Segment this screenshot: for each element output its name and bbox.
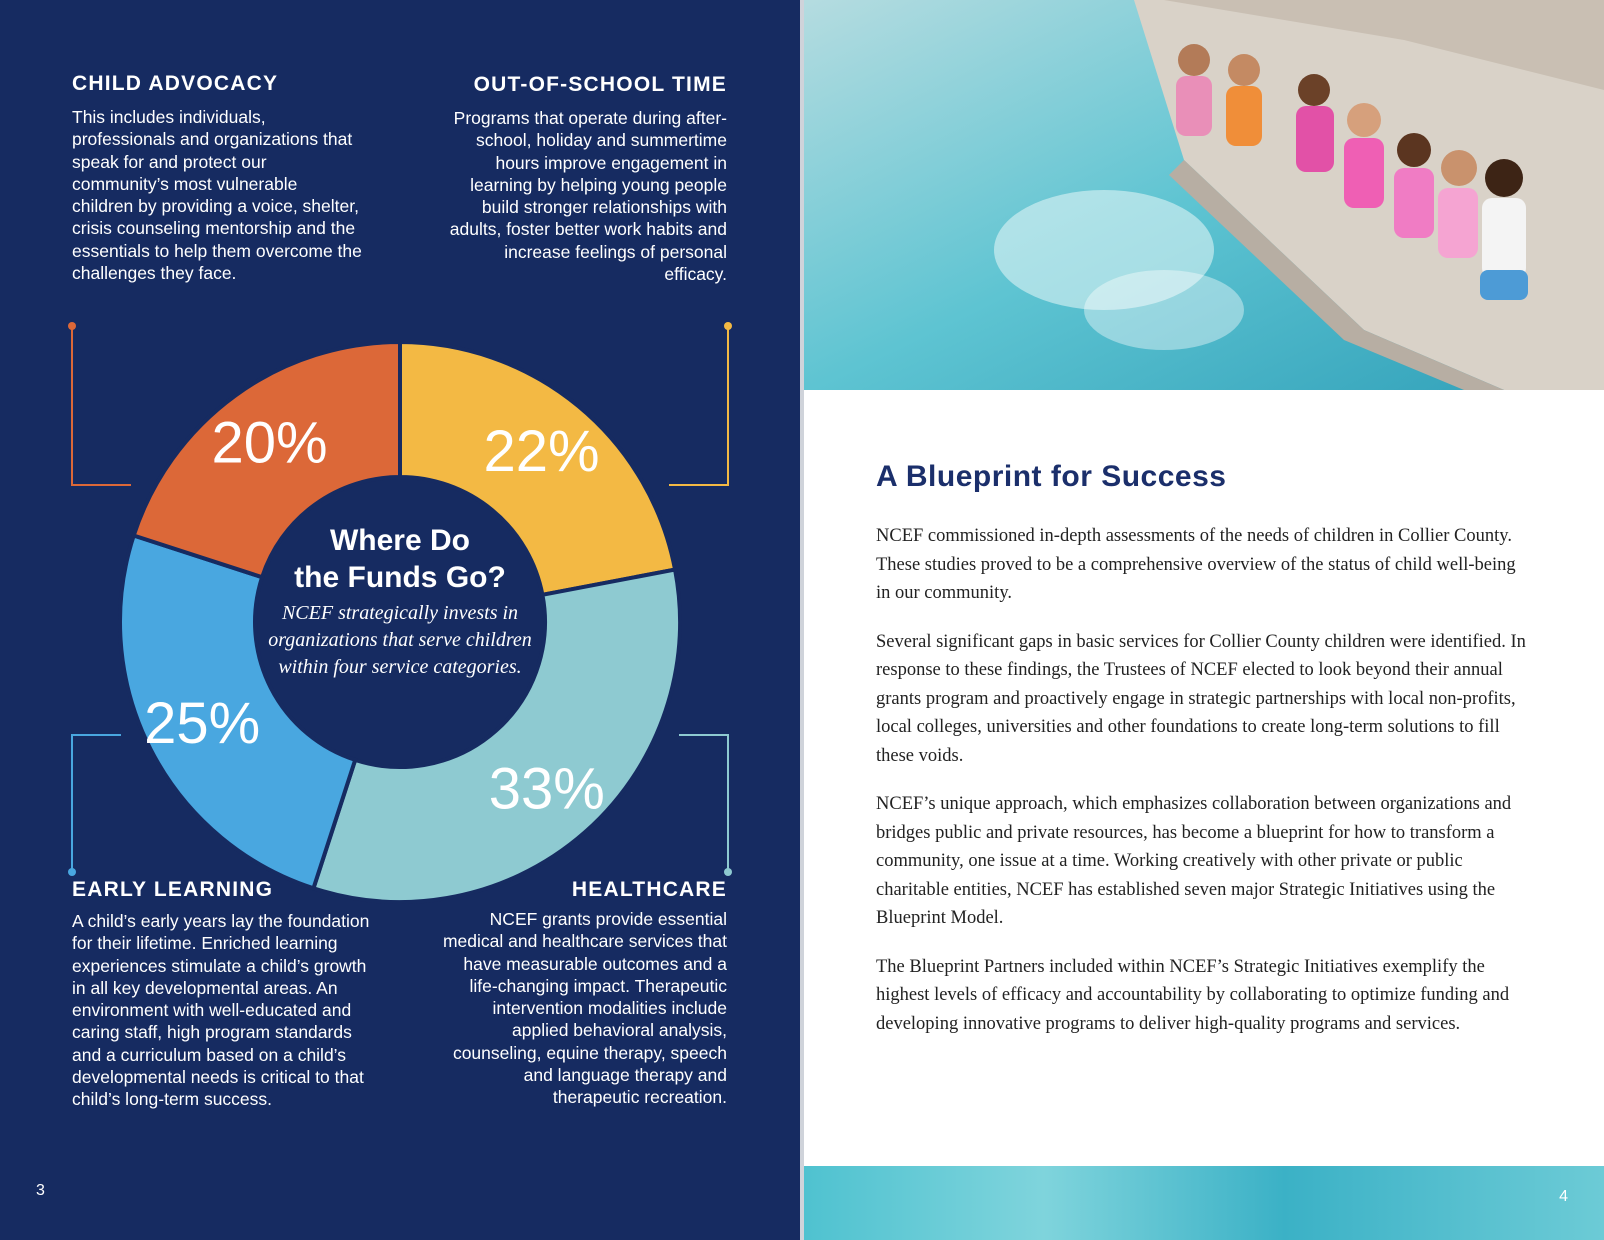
donut-label-out-of-school-time: 22% — [483, 418, 600, 484]
donut-center — [255, 522, 545, 681]
donut-center-title — [255, 522, 545, 596]
child-advocacy-bracket-dot — [68, 322, 76, 330]
donut-label-early-learning: 25% — [144, 690, 261, 756]
pool-photo — [804, 0, 1604, 390]
early-learning-heading: EARLY LEARNING — [72, 878, 274, 901]
out-of-school-heading: OUT-OF-SCHOOL TIME — [473, 73, 727, 96]
page-number-left: 3 — [36, 1182, 45, 1199]
body-paragraph-2: Several significant gaps in basic services for Collier County children were identified. In response to these findings, the Trustees of NCEF elected to look beyond their annual grants program and proactively engage in strategic partnerships with local non-profits, local colleges, universities and other foundations to create long-term solutions to fill these voids. — [876, 631, 1526, 766]
early-learning-bracket-dot — [68, 868, 76, 876]
donut-center-subtitle: NCEF strategically invests in organizations that serve children within four service categories. — [268, 602, 532, 678]
body-paragraph-1: NCEF commissioned in-depth assessments of the needs of children in Collier County. These studies proved to be a comprehensive overview of the status of child well-being in our community. — [876, 526, 1516, 603]
body-text — [876, 522, 1526, 1058]
page-title: A Blueprint for Success — [876, 460, 1227, 493]
page-number-right: 4 — [1559, 1188, 1568, 1205]
early-learning-text: A child’s early years lay the foundation for their lifetime. Enriched learning experiences stimulate a child’s growth in all key developmental areas. An environment with well-educated and caring staff, high program standards and a curriculum based on a child’s developmental needs is critical to that child’s long-term success. — [72, 911, 370, 1110]
body-paragraph-3: NCEF’s unique approach, which emphasizes collaboration between organizations and bridges public and private resources, has become a blueprint for how to transform a community, one issue at a time. Working creatively with other private or public charitable entities, NCEF has established seven major Strategic Initiatives using the Blueprint Model. — [876, 794, 1512, 928]
pool-water-strip — [804, 1166, 1604, 1240]
left-page — [0, 0, 800, 1240]
child-advocacy-heading: CHILD ADVOCACY — [72, 72, 279, 95]
healthcare-heading: HEALTHCARE — [571, 878, 727, 901]
healthcare-bracket-dot — [724, 868, 732, 876]
right-page — [804, 0, 1604, 1240]
donut-center-title-line2: the Funds Go? — [294, 561, 506, 594]
child-advocacy-text: This includes individuals, professionals and organizations that speak for and protect our community’s most vulnerable children by providing a voice, shelter, crisis counseling mentorship and the essentials to help them overcome the challenges they face. — [72, 107, 362, 284]
donut-label-child-advocacy: 20% — [211, 410, 328, 476]
body-paragraph-4: The Blueprint Partners included within NCEF’s Strategic Initiatives exemplify the highest levels of efficacy and accountability by collaborating to optimize funding and developing innovative programs to deliver high-quality programs and services. — [876, 956, 1510, 1034]
donut-label-healthcare: 33% — [488, 756, 605, 822]
donut-center-title-line1: Where Do — [329, 524, 470, 557]
out-of-school-text: Programs that operate during after-school, holiday and summertime hours improve engagement in learning by helping young people build stronger relationships with adults, foster better work habits and increase feelings of personal efficacy. — [449, 108, 727, 285]
healthcare-text: NCEF grants provide essential medical and healthcare services that have measurable outcomes and a life-changing impact. Therapeutic intervention modalities include applied behavioral analysis, counseling, equine therapy, speech and language therapy and therapeutic recreation. — [442, 909, 727, 1108]
out-of-school-bracket-dot — [724, 322, 732, 330]
